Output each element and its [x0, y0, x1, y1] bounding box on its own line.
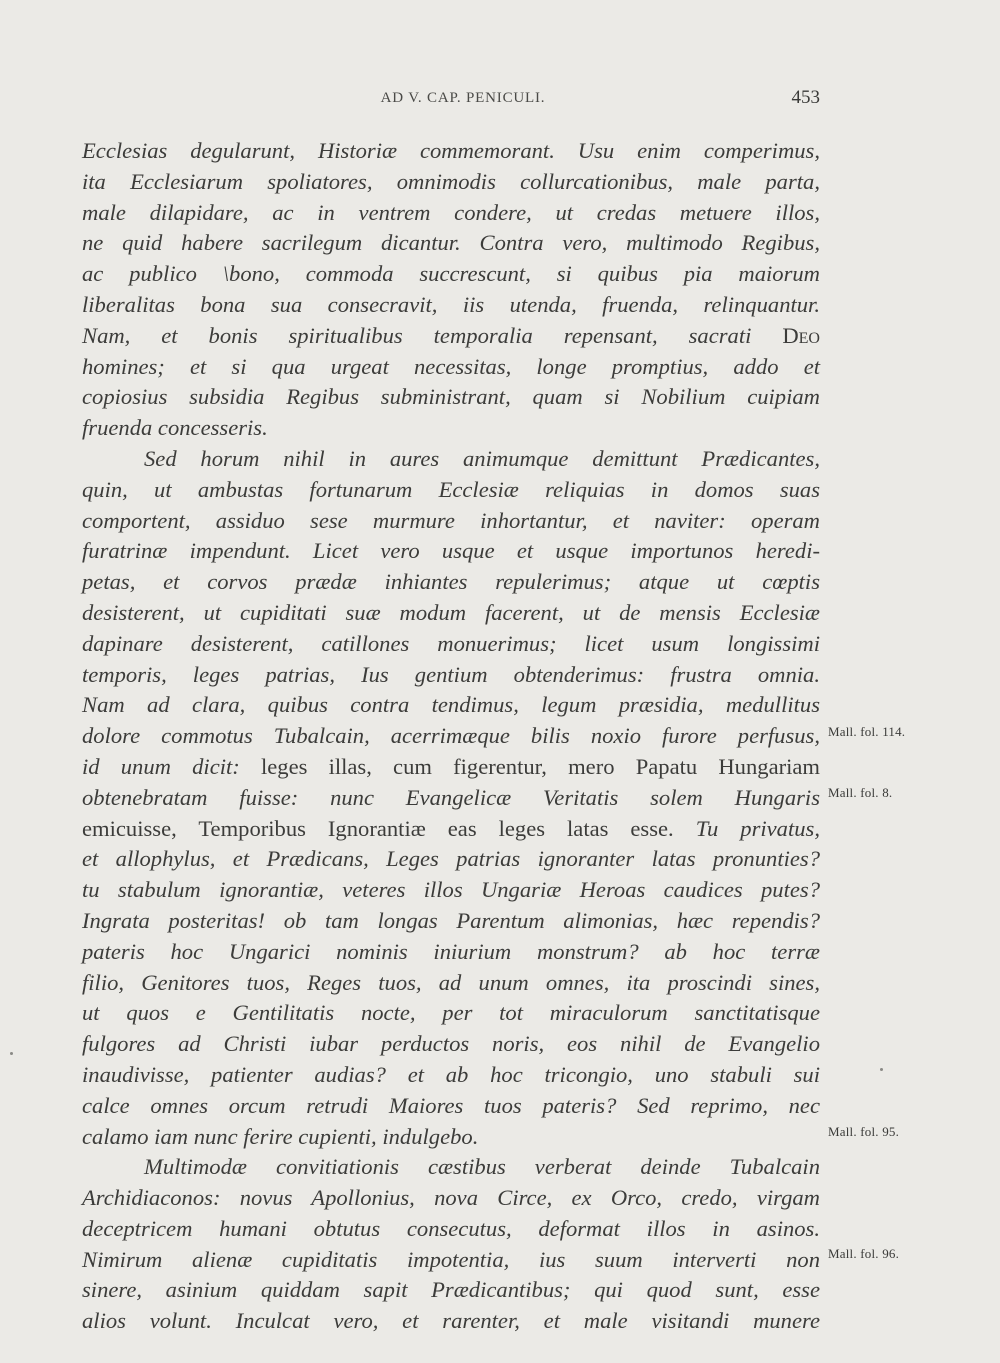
text-line: male dilapidare, ac in ventrem condere, ut credas metuere illos,	[82, 199, 820, 225]
text-line	[82, 814, 820, 845]
text-line: calamo iam nunc ferire cupienti, indulgebo.	[82, 1123, 479, 1149]
text-line: ut quos e Gentilitatis nocte, per tot miraculorum sanctitatisque	[82, 1000, 820, 1026]
text-line: ac publico \bono, commoda succrescunt, si quibus pia maiorum	[82, 261, 820, 287]
text-segment: id unum dicit:	[82, 753, 261, 779]
margin-note: Mall. fol. 8.	[828, 785, 893, 800]
text-line: calce omnes orcum retrudi Maiores tuos pateris? Sed reprimo, nec	[82, 1092, 820, 1118]
page-number: 453	[791, 87, 820, 108]
text-line: Sed horum nihil in aures animumque demittunt Prædicantes,	[144, 445, 820, 471]
text-line: furatrinæ impendunt. Licet vero usque et usque importunos heredi-	[82, 538, 820, 564]
text-line: inaudivisse, patienter audias? et ab hoc tricongio, uno stabuli sui	[82, 1061, 820, 1087]
text-line: alios volunt. Inculcat vero, et rarenter, et male visitandi munere	[82, 1308, 820, 1334]
text-line: deceptricem humani obtutus consecutus, deformat illos in asinos.	[82, 1215, 820, 1241]
text-line	[82, 321, 820, 352]
text-line: petas, et corvos prædæ inhiantes repulerimus; atque ut cœptis	[82, 569, 820, 595]
text-line: comportent, assiduo sese murmure inhortantur, et naviter: operam	[82, 507, 820, 533]
margin-note: Mall. fol. 114.	[828, 724, 906, 739]
paper-speck	[10, 1052, 13, 1055]
small-caps-word: Deo	[782, 322, 820, 348]
text-segment-upright: leges illas, cum figerentur, mero Papatu Hungariam	[260, 753, 820, 779]
text-line: filio, Genitores tuos, Reges tuos, ad unum omnes, ita proscindi sines,	[82, 969, 820, 995]
text-line: tu stabulum ignorantiæ, veteres illos Ungariæ Heroas caudices putes?	[82, 877, 820, 903]
text-segment: Nam, et bonis spiritualibus temporalia repensant, sacrati	[82, 322, 783, 348]
text-line: pateris hoc Ungarici nominis iniurium monstrum? ab hoc terræ	[82, 938, 820, 964]
page-header	[82, 87, 820, 116]
text-line: Nam ad clara, quibus contra tendimus, legum præsidia, medullitus	[82, 692, 820, 718]
text-line: temporis, leges patrias, Ius gentium obtenderimus: frustra omnia.	[82, 661, 820, 687]
text-line: homines; et si qua urgeat necessitas, longe promptius, addo et	[82, 353, 820, 379]
margin-note: Mall. fol. 95.	[828, 1124, 900, 1139]
text-line	[82, 752, 820, 783]
paper-speck	[880, 1068, 883, 1071]
running-head: AD V. CAP. PENICULI.	[380, 90, 546, 106]
text-line: dapinare desisterent, catillones monuerimus; licet usum longissimi	[82, 630, 820, 656]
text-line: et allophylus, et Prædicans, Leges patrias ignoranter latas pronunties?	[82, 846, 820, 872]
text-line: liberalitas bona sua consecravit, iis utenda, fruenda, relinquantur.	[82, 291, 820, 317]
text-line: obtenebratam fuisse: nunc Evangelicæ Veritatis solem Hungaris	[82, 784, 820, 810]
text-line: Multimodæ convitiationis cæstibus verberat deinde Tubalcain	[144, 1154, 820, 1180]
text-line: fulgores ad Christi iubar perductos noris, eos nihil de Evangelio	[82, 1031, 820, 1057]
text-line: ne quid habere sacrilegum dicantur. Contra vero, multimodo Regibus,	[82, 230, 820, 256]
text-line: dolore commotus Tubalcain, acerrimæque bilis noxio furore perfusus,	[82, 723, 820, 749]
body-text	[82, 136, 820, 1337]
text-line: ita Ecclesiarum spoliatores, omnimodis collurcationibus, male parta,	[82, 168, 820, 194]
text-line: quin, ut ambustas fortunarum Ecclesiæ reliquias in domos suas	[82, 476, 820, 502]
text-line: sinere, asinium quiddam sapit Prædicantibus; qui quod sunt, esse	[82, 1277, 820, 1303]
text-line: fruenda concesseris.	[82, 415, 268, 441]
text-segment-upright: emicuisse, Temporibus Ignorantiæ eas leges latas esse.	[82, 815, 696, 841]
text-line: Nimirum alienæ cupiditatis impotentia, ius suum interverti non	[82, 1246, 820, 1272]
text-line: Ecclesias degularunt, Historiæ commemorant. Usu enim comperimus,	[82, 138, 820, 163]
margin-note: Mall. fol. 96.	[828, 1246, 900, 1261]
text-segment: Tu privatus,	[695, 815, 820, 841]
text-line: Archidiaconos: novus Apollonius, nova Circe, ex Orco, credo, virgam	[82, 1185, 820, 1211]
text-line: copiosius subsidia Regibus subministrant, quam si Nobilium cuipiam	[82, 384, 820, 410]
text-line: Ingrata posteritas! ob tam longas Parentum alimonias, hæc rependis?	[82, 907, 820, 933]
text-line: desisterent, ut cupiditati suæ modum facerent, ut de mensis Ecclesiæ	[82, 599, 820, 625]
